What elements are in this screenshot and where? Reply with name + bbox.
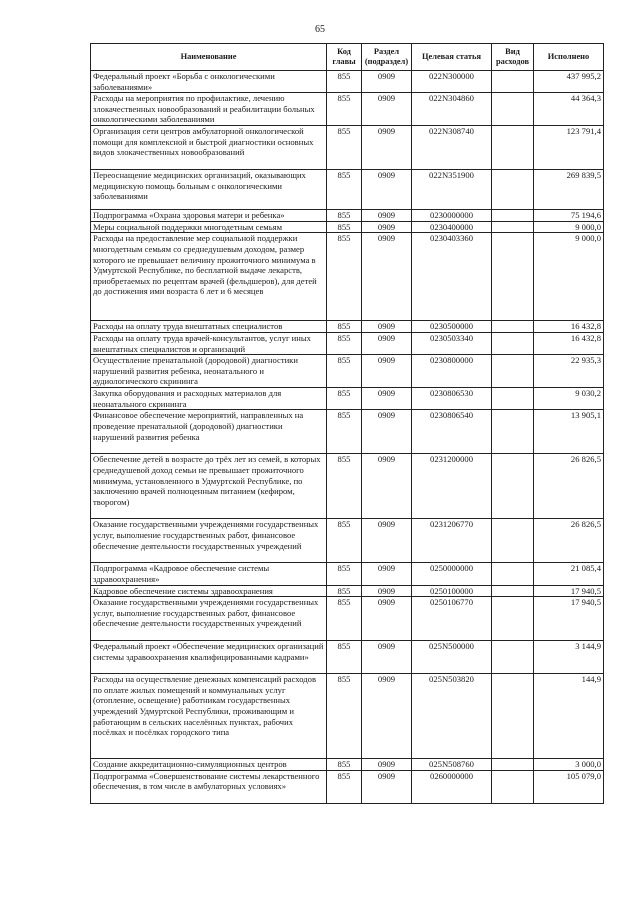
budget-table	[90, 43, 604, 804]
row-name: Расходы на осуществление денежных компенсаций расходов по оплате жилых помещений и коммунальных услуг (отопление, освещение) работникам государственных учреждений Удмуртской Республики, проживающим и работающим в сельских населённых пунктах, рабочих посёлках и посёлках городского типа	[91, 674, 327, 759]
row-kind	[492, 93, 534, 126]
table-row	[91, 71, 604, 93]
row-kind	[492, 126, 534, 170]
row-section: 0909	[362, 759, 412, 771]
row-target: 025N500000	[412, 641, 492, 674]
row-name: Подпрограмма «Охрана здоровья матери и ребенка»	[91, 210, 327, 222]
table-row	[91, 355, 604, 388]
row-kind	[492, 71, 534, 93]
row-executed: 75 194,6	[534, 210, 604, 222]
row-kind	[492, 221, 534, 233]
table-header-row	[91, 44, 604, 71]
row-target: 025N508760	[412, 759, 492, 771]
row-name: Расходы на предоставление мер социальной поддержки многодетным семьям со среднедушевым доходом, размер которого не превышает величину прожиточного минимума в Удмуртской Республике, по бесплатной выдаче лекарств, приобретаемых по рецептам врачей (фельдшеров), для детей до достижения ими возраста 6 лет и 6 месяцев	[91, 233, 327, 321]
row-kind	[492, 770, 534, 803]
table-row	[91, 454, 604, 519]
row-kind	[492, 585, 534, 597]
table-row	[91, 126, 604, 170]
table-row	[91, 585, 604, 597]
row-section: 0909	[362, 321, 412, 333]
row-target: 022N304860	[412, 93, 492, 126]
row-executed: 22 935,3	[534, 355, 604, 388]
row-section: 0909	[362, 597, 412, 641]
row-section: 0909	[362, 454, 412, 519]
row-section: 0909	[362, 355, 412, 388]
row-code: 855	[327, 597, 362, 641]
row-section: 0909	[362, 641, 412, 674]
page-number: 65	[315, 24, 325, 35]
row-name: Создание аккредитационно-симуляционных центров	[91, 759, 327, 771]
row-executed: 269 839,5	[534, 170, 604, 210]
row-code: 855	[327, 93, 362, 126]
row-name: Переоснащение медицинских организаций, оказывающих медицинскую помощь больным с онкологическими заболеваниями	[91, 170, 327, 210]
row-code: 855	[327, 170, 362, 210]
row-kind	[492, 321, 534, 333]
row-name: Кадровое обеспечение системы здравоохранения	[91, 585, 327, 597]
row-kind	[492, 641, 534, 674]
row-executed: 26 826,5	[534, 519, 604, 563]
row-code: 855	[327, 770, 362, 803]
row-section: 0909	[362, 770, 412, 803]
row-kind	[492, 454, 534, 519]
row-name: Закупка оборудования и расходных материалов для неонатального скрининга	[91, 388, 327, 410]
row-target: 0250000000	[412, 563, 492, 585]
table-row	[91, 233, 604, 321]
row-target: 0250106770	[412, 597, 492, 641]
row-target: 0230403360	[412, 233, 492, 321]
row-name: Подпрограмма «Совершенствование системы лекарственного обеспечения, в том числе в амбулаторных условиях»	[91, 770, 327, 803]
row-kind	[492, 332, 534, 354]
table-row	[91, 170, 604, 210]
row-section: 0909	[362, 585, 412, 597]
table-row	[91, 597, 604, 641]
row-name: Расходы на оплату труда врачей-консультантов, услуг иных внештатных специалистов и организаций	[91, 332, 327, 354]
row-kind	[492, 233, 534, 321]
row-kind	[492, 597, 534, 641]
row-section: 0909	[362, 388, 412, 410]
row-code: 855	[327, 210, 362, 222]
row-executed: 16 432,8	[534, 321, 604, 333]
row-section: 0909	[362, 519, 412, 563]
header-code: Код главы	[327, 44, 362, 71]
row-target: 0250100000	[412, 585, 492, 597]
row-name: Оказание государственными учреждениями государственных услуг, выполнение государственных работ, финансовое обеспечение деятельности государственных учреждений	[91, 519, 327, 563]
row-executed: 17 940,5	[534, 585, 604, 597]
row-kind	[492, 410, 534, 454]
row-executed: 26 826,5	[534, 454, 604, 519]
row-section: 0909	[362, 563, 412, 585]
table-row	[91, 674, 604, 759]
row-executed: 21 085,4	[534, 563, 604, 585]
table-row	[91, 332, 604, 354]
row-code: 855	[327, 563, 362, 585]
row-executed: 3 144,9	[534, 641, 604, 674]
table-row	[91, 759, 604, 771]
table-row	[91, 770, 604, 803]
row-executed: 13 905,1	[534, 410, 604, 454]
table-row	[91, 563, 604, 585]
row-kind	[492, 210, 534, 222]
header-name: Наименование	[91, 44, 327, 71]
header-kind: Вид расходов	[492, 44, 534, 71]
header-executed: Исполнено	[534, 44, 604, 71]
row-executed: 44 364,3	[534, 93, 604, 126]
row-section: 0909	[362, 126, 412, 170]
row-name: Расходы на оплату труда внештатных специалистов	[91, 321, 327, 333]
row-code: 855	[327, 454, 362, 519]
row-code: 855	[327, 321, 362, 333]
row-target: 0231200000	[412, 454, 492, 519]
row-name: Финансовое обеспечение мероприятий, направленных на проведение пренатальной (дородовой) диагностики нарушений развития ребенка	[91, 410, 327, 454]
row-section: 0909	[362, 170, 412, 210]
row-name: Обеспечение детей в возрасте до трёх лет из семей, в которых среднедушевой доход семьи не превышает прожиточного минимума, установленного в Удмуртской Республике, по заключению врачей полноценным питанием (кефиром, творогом)	[91, 454, 327, 519]
row-name: Меры социальной поддержки многодетным семьям	[91, 221, 327, 233]
row-executed: 123 791,4	[534, 126, 604, 170]
row-target: 0230503340	[412, 332, 492, 354]
row-kind	[492, 355, 534, 388]
table-row	[91, 388, 604, 410]
row-target: 022N351900	[412, 170, 492, 210]
row-section: 0909	[362, 233, 412, 321]
row-section: 0909	[362, 221, 412, 233]
table-row	[91, 410, 604, 454]
row-kind	[492, 170, 534, 210]
row-name: Федеральный проект «Борьба с онкологическими заболеваниями»	[91, 71, 327, 93]
row-code: 855	[327, 221, 362, 233]
row-section: 0909	[362, 674, 412, 759]
row-executed: 105 079,0	[534, 770, 604, 803]
table-row	[91, 221, 604, 233]
header-section: Раздел (подраздел)	[362, 44, 412, 71]
row-section: 0909	[362, 332, 412, 354]
row-target: 0230000000	[412, 210, 492, 222]
row-target: 0260000000	[412, 770, 492, 803]
row-code: 855	[327, 71, 362, 93]
row-executed: 9 030,2	[534, 388, 604, 410]
row-name: Осуществление пренатальной (дородовой) диагностики нарушений развития ребенка, неонатального и аудиологического скрининга	[91, 355, 327, 388]
row-code: 855	[327, 233, 362, 321]
row-code: 855	[327, 388, 362, 410]
row-code: 855	[327, 519, 362, 563]
row-executed: 437 995,2	[534, 71, 604, 93]
row-code: 855	[327, 410, 362, 454]
row-section: 0909	[362, 93, 412, 126]
row-section: 0909	[362, 71, 412, 93]
row-kind	[492, 519, 534, 563]
table-row	[91, 519, 604, 563]
row-name: Оказание государственными учреждениями государственных услуг, выполнение государственных работ, финансовое обеспечение деятельности государственных учреждений	[91, 597, 327, 641]
row-kind	[492, 563, 534, 585]
row-executed: 3 000,0	[534, 759, 604, 771]
row-code: 855	[327, 355, 362, 388]
row-target: 022N300000	[412, 71, 492, 93]
row-name: Подпрограмма «Кадровое обеспечение системы здравоохранения»	[91, 563, 327, 585]
row-name: Федеральный проект «Обеспечение медицинских организаций системы здравоохранения квалифицированными кадрами»	[91, 641, 327, 674]
row-code: 855	[327, 126, 362, 170]
row-target: 0230800000	[412, 355, 492, 388]
row-target: 0230500000	[412, 321, 492, 333]
row-executed: 9 000,0	[534, 221, 604, 233]
header-target: Целевая статья	[412, 44, 492, 71]
row-code: 855	[327, 585, 362, 597]
row-executed: 9 000,0	[534, 233, 604, 321]
row-code: 855	[327, 759, 362, 771]
row-executed: 17 940,5	[534, 597, 604, 641]
row-section: 0909	[362, 210, 412, 222]
table-row	[91, 321, 604, 333]
row-kind	[492, 759, 534, 771]
row-code: 855	[327, 641, 362, 674]
row-code: 855	[327, 674, 362, 759]
row-target: 0230400000	[412, 221, 492, 233]
table-row	[91, 641, 604, 674]
row-name: Организация сети центров амбулаторной онкологической помощи для комплексной и быстрой диагностики основных видов злокачественных новообразований	[91, 126, 327, 170]
row-executed: 16 432,8	[534, 332, 604, 354]
row-target: 0230806530	[412, 388, 492, 410]
row-name: Расходы на мероприятия по профилактике, лечению злокачественных новообразований и реабилитации больных онкологическими заболеваниями	[91, 93, 327, 126]
table-row	[91, 210, 604, 222]
row-kind	[492, 388, 534, 410]
row-code: 855	[327, 332, 362, 354]
row-executed: 144,9	[534, 674, 604, 759]
table-row	[91, 93, 604, 126]
row-target: 025N503820	[412, 674, 492, 759]
row-section: 0909	[362, 410, 412, 454]
row-target: 022N308740	[412, 126, 492, 170]
row-target: 0231206770	[412, 519, 492, 563]
row-kind	[492, 674, 534, 759]
row-target: 0230806540	[412, 410, 492, 454]
